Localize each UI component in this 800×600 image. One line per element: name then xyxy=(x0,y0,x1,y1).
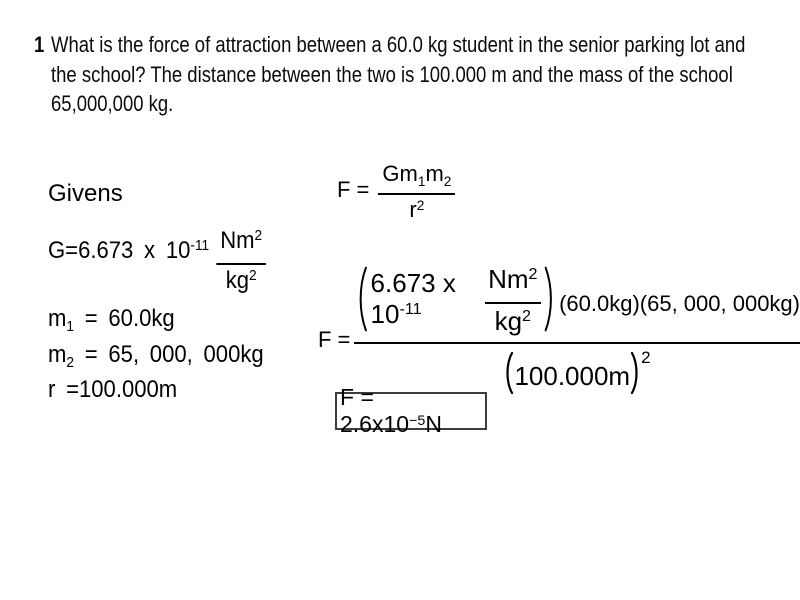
answer-exponent: −5 xyxy=(409,412,426,429)
mass1-subscript: 1 xyxy=(66,319,75,336)
calc-unit-denominator-base: kg xyxy=(494,305,523,336)
calculation-fraction xyxy=(354,256,800,395)
given-g-constant xyxy=(48,227,266,295)
mass2-subscript: 2 xyxy=(66,355,75,372)
problem-text xyxy=(51,30,745,119)
calculation-lhs: F = xyxy=(318,327,351,352)
answer-unit: N xyxy=(425,411,442,437)
calc-unit-denominator-exponent: 2 xyxy=(522,306,532,325)
g-constant-exponent: -11 xyxy=(190,237,210,254)
open-paren xyxy=(503,351,514,395)
calc-g-exponent: -11 xyxy=(399,300,422,319)
formula-numerator-m: m xyxy=(425,161,444,186)
formula-numerator-sub2: 2 xyxy=(443,173,452,189)
answer-value: F = 2.6x10 xyxy=(340,384,410,437)
g-constant-value: G=6.673 x 10 xyxy=(48,237,191,264)
mass2-symbol: m xyxy=(48,341,67,368)
given-mass2 xyxy=(48,341,264,372)
problem-number: 1 xyxy=(34,32,45,57)
formula-lhs: F = xyxy=(337,177,370,202)
calc-unit-numerator-base: Nm xyxy=(488,263,529,294)
formula-fraction xyxy=(378,161,455,223)
g-unit-denominator xyxy=(226,265,257,295)
formula-numerator-g: Gm xyxy=(382,161,418,186)
mass2-value: = 65, 000, 000kg xyxy=(74,341,264,368)
distance-exponent: 2 xyxy=(641,348,651,367)
open-paren xyxy=(356,259,368,339)
g-unit-denominator-exponent: 2 xyxy=(249,267,257,284)
given-radius: r =100.000m xyxy=(48,376,178,403)
close-paren xyxy=(630,351,641,395)
calc-unit-fraction xyxy=(485,264,540,337)
formula-numerator-sub1: 1 xyxy=(417,173,426,189)
gravitation-formula xyxy=(337,161,455,223)
mass1-value: = 60.0kg xyxy=(74,305,175,332)
calc-unit-numerator-exponent: 2 xyxy=(528,264,538,283)
g-unit-numerator-base: Nm xyxy=(220,227,255,254)
answer-text xyxy=(340,384,482,438)
problem-line: What is the force of attraction between a 60.0 kg student in the senior parking lot and xyxy=(51,32,746,57)
formula-denominator xyxy=(409,195,424,223)
g-unit-denominator-base: kg xyxy=(225,267,250,294)
calc-unit-denominator xyxy=(495,304,531,337)
g-unit-numerator-exponent: 2 xyxy=(254,227,263,244)
g-constant-group xyxy=(356,259,555,339)
givens-heading: Givens xyxy=(48,180,123,207)
g-unit-fraction xyxy=(217,227,266,295)
g-constant-inner xyxy=(371,263,541,336)
calc-unit-numerator xyxy=(485,264,540,304)
calculation-numerator xyxy=(354,256,800,342)
calc-g-value: 6.673 x 10 xyxy=(370,268,456,329)
calc-g-expression xyxy=(371,268,479,330)
g-constant-expression xyxy=(48,237,209,265)
mass-factors: (60.0kg)(65, 000, 000kg) xyxy=(559,291,800,316)
mass1-symbol: m xyxy=(48,305,67,332)
problem-line: 65,000,000 kg. xyxy=(51,91,174,116)
problem-statement xyxy=(34,30,745,119)
g-unit-numerator xyxy=(217,227,266,265)
close-paren xyxy=(544,259,556,339)
answer-box xyxy=(335,384,487,437)
formula-denominator-exponent: 2 xyxy=(416,197,425,213)
given-mass1 xyxy=(48,305,175,336)
formula-numerator xyxy=(378,161,455,195)
distance-value: 100.000m xyxy=(514,360,631,391)
problem-line: the school? The distance between the two is 100.000 m and the mass of the school xyxy=(51,61,733,87)
formula-denominator-base: r xyxy=(409,197,417,222)
